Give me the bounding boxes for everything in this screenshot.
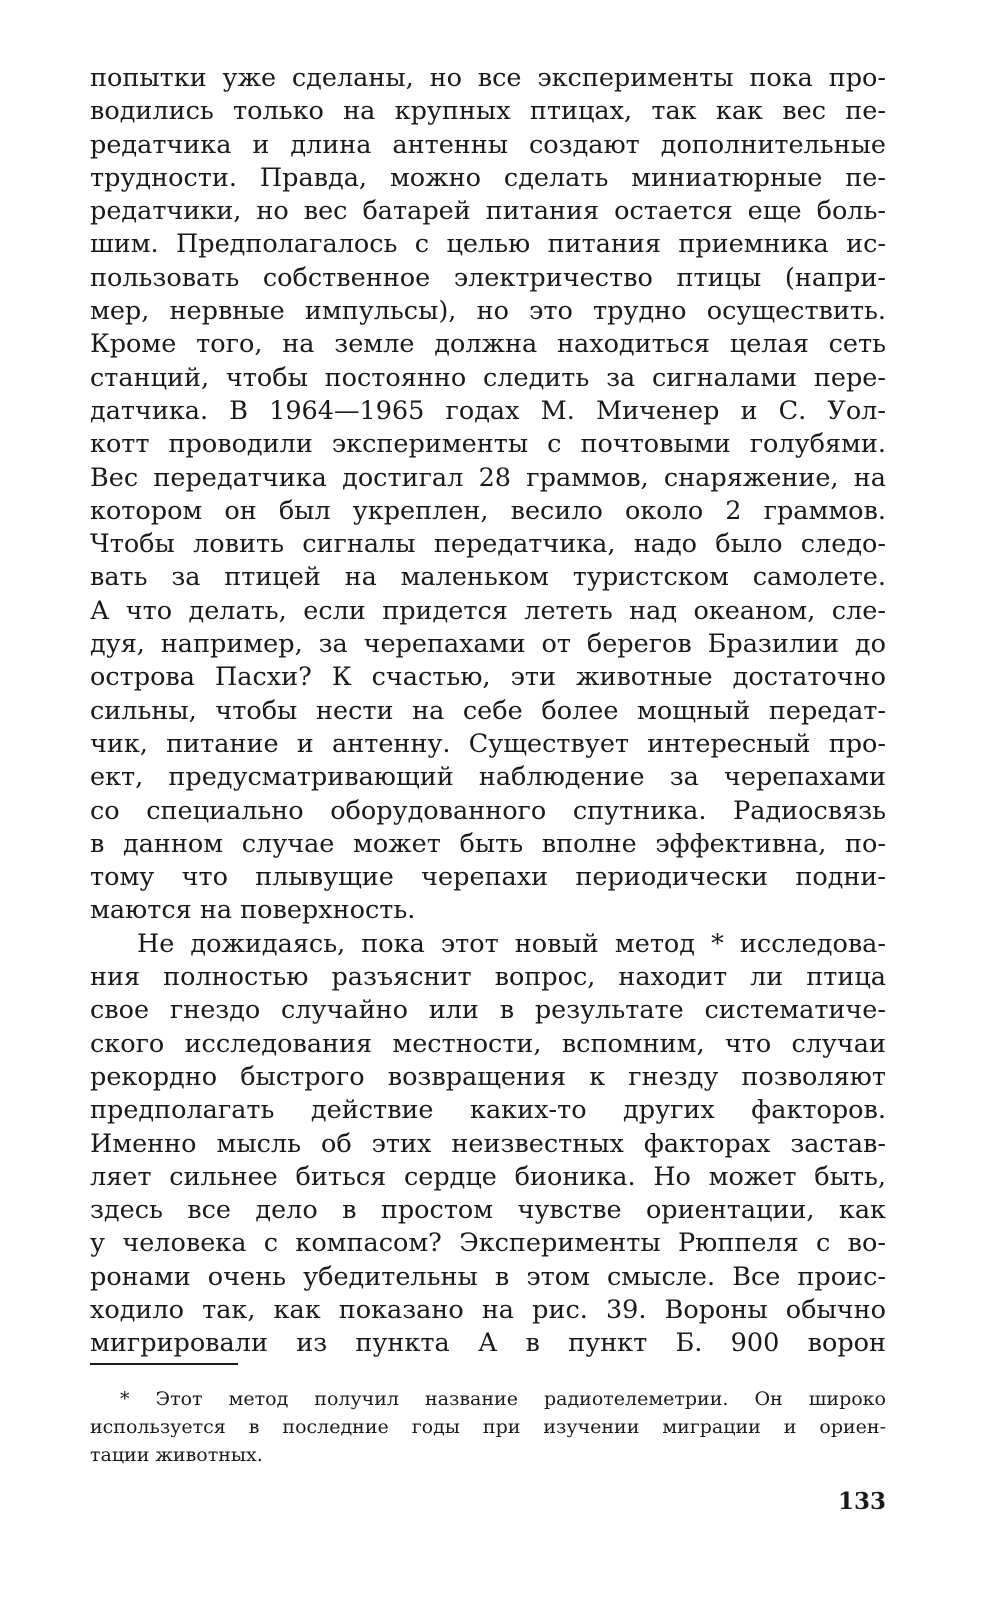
- text-line: тому что плывущие черепахи периодически подни-: [90, 862, 886, 893]
- main-text: [90, 62, 886, 1361]
- text-line: редатчики, но вес батарей питания остается еще боль-: [90, 196, 886, 227]
- text-line: острова Пасхи? К счастью, эти животные достаточно: [90, 662, 886, 693]
- text-line: дуя, например, за черепахами от берегов Бразилии до: [90, 629, 886, 660]
- text-line: Вес передатчика достигал 28 граммов, снаряжение, на: [90, 462, 886, 493]
- text-line: трудности. Правда, можно сделать миниатюрные пе-: [90, 162, 886, 193]
- text-line: Кроме того, на земле должна находиться целая сеть: [90, 329, 886, 360]
- text-line: рекордно быстрого возвращения к гнезду позволяют: [90, 1061, 886, 1092]
- text-line: ского исследования местности, вспомним, что случаи: [90, 1028, 886, 1059]
- text-line: свое гнездо случайно или в результате систематиче-: [90, 995, 886, 1026]
- text-line: ходило так, как показано на рис. 39. Вороны обычно: [90, 1294, 886, 1325]
- footnote-line: тации животных.: [90, 1444, 263, 1466]
- text-line: водились только на крупных птицах, так как вес пе-: [90, 96, 886, 127]
- text-line: ект, предусматривающий наблюдение за черепахами: [90, 762, 886, 793]
- text-line: ния полностью разъяснит вопрос, находит ли птица: [90, 962, 886, 993]
- text-line: здесь все дело в простом чувстве ориентации, как: [90, 1195, 886, 1226]
- text-line: мигрировали из пункта А в пункт Б. 900 ворон: [90, 1328, 886, 1359]
- text-line: чик, питание и антенну. Существует интересный про-: [90, 728, 886, 759]
- text-line: шим. Предполагалось с целью питания приемника ис-: [90, 229, 886, 260]
- footnote-line: * Этот метод получил название радиотелеметрии. Он широко: [120, 1388, 886, 1410]
- page-number: 133: [837, 1488, 886, 1515]
- paragraph-end-line: маются на поверхность.: [90, 895, 416, 926]
- text-line: со специально оборудованного спутника. Радиосвязь: [90, 795, 886, 826]
- paragraph-start-line: Не дожидаясь, пока этот новый метод * исследова-: [137, 928, 886, 959]
- text-line: датчика. В 1964—1965 годах М. Миченер и С. Уол-: [90, 395, 886, 426]
- text-line: пользовать собственное электричество птицы (напри-: [90, 262, 886, 293]
- text-line: сильны, чтобы нести на себе более мощный передат-: [90, 695, 886, 726]
- text-line: А что делать, если придется лететь над океаном, сле-: [90, 595, 886, 626]
- text-line: в данном случае может быть вполне эффективна, по-: [90, 828, 886, 859]
- text-line: у человека с компасом? Эксперименты Рюппеля с во-: [90, 1228, 886, 1259]
- text-line: Именно мысль об этих неизвестных факторах застав-: [90, 1128, 886, 1159]
- text-line: попытки уже сделаны, но все эксперименты пока про-: [90, 63, 886, 93]
- text-line: редатчика и длина антенны создают дополнительные: [90, 129, 886, 160]
- text-line: котором он был укреплен, весило около 2 граммов.: [90, 495, 886, 526]
- text-line: ронами очень убедительны в этом смысле. Все проис-: [90, 1261, 886, 1292]
- text-line: вать за птицей на маленьком туристском самолете.: [90, 562, 886, 593]
- text-line: мер, нервные импульсы), но это трудно осуществить.: [90, 296, 886, 327]
- text-line: котт проводили эксперименты с почтовыми голубями.: [90, 429, 886, 460]
- footnote-divider: [90, 1363, 238, 1365]
- footnote-line: используется в последние годы при изучении миграции и ориен-: [90, 1416, 886, 1438]
- footnote: [90, 1385, 886, 1469]
- text-line: станций, чтобы постоянно следить за сигналами пере-: [90, 362, 886, 393]
- text-line: ляет сильнее биться сердце бионика. Но может быть,: [90, 1161, 886, 1192]
- text-line: Чтобы ловить сигналы передатчика, надо было следо-: [90, 529, 886, 560]
- text-line: предполагать действие каких-то других факторов.: [90, 1095, 886, 1126]
